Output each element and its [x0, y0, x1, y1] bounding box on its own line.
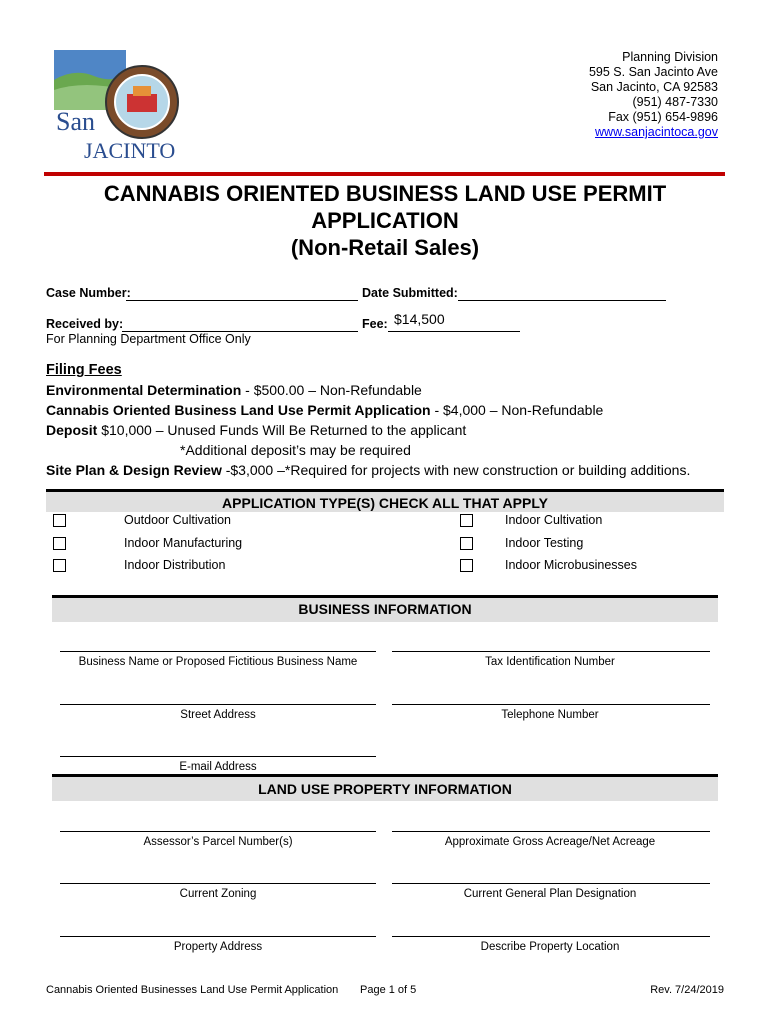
email-field[interactable] [60, 756, 376, 757]
business-street-field[interactable] [60, 704, 376, 705]
title-line-1: CANNABIS ORIENTED BUSINESS LAND USE PERMIT [103, 181, 667, 206]
zoning-caption: Current Zoning [179, 888, 257, 900]
land-use-heading: LAND USE PROPERTY INFORMATION [52, 774, 718, 801]
business-name-caption: Business Name or Proposed Fictitious Business Name [78, 656, 358, 668]
apn-field[interactable] [60, 831, 376, 832]
siteplan-label: Site Plan & Design Review [46, 462, 222, 478]
logo-text-san: San [56, 107, 95, 136]
general-plan-field[interactable] [392, 883, 710, 884]
title-line-3: (Non-Retail Sales) [290, 235, 480, 260]
footer-revision: Rev. 7/24/2019 [650, 984, 724, 996]
option-outdoor-cultivation: Outdoor Cultivation [124, 513, 232, 527]
property-location-caption: Describe Property Location [480, 941, 620, 953]
fee-label: Fee: [362, 317, 388, 331]
property-address-caption: Property Address [173, 941, 263, 953]
checkbox-indoor-manufacturing[interactable] [53, 537, 66, 550]
property-address-field[interactable] [60, 936, 376, 937]
phone-number: (951) 487-7330 [632, 95, 718, 109]
received-by-field[interactable] [122, 317, 358, 332]
deposit-text: $10,000 – Unused Funds Will Be Returned to the applicant [97, 422, 467, 438]
fax-number: Fax (951) 654-9896 [608, 110, 718, 124]
checkbox-indoor-distribution[interactable] [53, 559, 66, 572]
division-name: Planning Division [622, 50, 718, 64]
option-indoor-testing: Indoor Testing [505, 536, 584, 550]
footer-page-number: Page 1 of 5 [360, 984, 417, 996]
date-submitted-field[interactable] [458, 286, 666, 301]
acreage-field[interactable] [392, 831, 710, 832]
option-indoor-distribution: Indoor Distribution [124, 558, 226, 572]
checkbox-indoor-microbusinesses[interactable] [460, 559, 473, 572]
received-by-label: Received by: [46, 317, 124, 331]
case-number-field[interactable] [126, 286, 358, 301]
env-fee-label: Environmental Determination [46, 382, 242, 398]
option-indoor-manufacturing: Indoor Manufacturing [124, 536, 243, 550]
email-caption: E-mail Address [179, 761, 257, 773]
property-location-field[interactable] [392, 936, 710, 937]
header-rule [44, 172, 725, 176]
logo-text-jacinto: JACINTO [84, 138, 176, 163]
telephone-field[interactable] [392, 704, 710, 705]
telephone-caption: Telephone Number [501, 709, 599, 721]
tax-id-field[interactable] [392, 651, 710, 652]
apn-caption: Assessor’s Parcel Number(s) [143, 836, 293, 848]
street-address: 595 S. San Jacinto Ave [588, 65, 718, 79]
business-street-caption: Street Address [180, 709, 256, 721]
tax-id-caption: Tax Identification Number [485, 656, 615, 668]
case-number-label: Case Number: [46, 286, 131, 300]
acreage-caption: Approximate Gross Acreage/Net Acreage [444, 836, 656, 848]
filing-fees-list [46, 380, 746, 480]
city-state-zip: San Jacinto, CA 92583 [590, 80, 718, 94]
footer-doc-name: Cannabis Oriented Businesses Land Use Permit Application [46, 984, 339, 996]
general-plan-caption: Current General Plan Designation [463, 888, 637, 900]
option-indoor-microbusinesses: Indoor Microbusinesses [505, 558, 638, 572]
checkbox-indoor-testing[interactable] [460, 537, 473, 550]
office-note: For Planning Department Office Only [46, 332, 251, 346]
deposit-note: *Additional deposit’s may be required [180, 442, 411, 458]
application-types-heading: APPLICATION TYPE(S) CHECK ALL THAT APPLY [46, 489, 724, 512]
deposit-label: Deposit [46, 422, 98, 438]
address-block [589, 50, 718, 140]
zoning-field[interactable] [60, 883, 376, 884]
page-title [0, 180, 770, 261]
permit-fee-text: - $4,000 – Non-Refundable [430, 402, 604, 418]
option-indoor-cultivation: Indoor Cultivation [505, 513, 603, 527]
fee-value: $14,500 [394, 311, 445, 327]
checkbox-outdoor-cultivation[interactable] [53, 514, 66, 527]
env-fee-text: - $500.00 – Non-Refundable [241, 382, 422, 398]
date-submitted-label: Date Submitted: [362, 286, 458, 300]
business-name-field[interactable] [60, 651, 376, 652]
business-info-heading: BUSINESS INFORMATION [52, 595, 718, 622]
filing-fees-heading: Filing Fees [46, 362, 122, 378]
title-line-2: APPLICATION [311, 208, 459, 233]
siteplan-text: -$3,000 –*Required for projects with new construction or building additions. [221, 462, 691, 478]
checkbox-indoor-cultivation[interactable] [460, 514, 473, 527]
permit-fee-label: Cannabis Oriented Business Land Use Permit Application [46, 402, 431, 418]
city-logo [54, 50, 182, 164]
website-link[interactable]: www.sanjacintoca.gov [595, 125, 718, 139]
